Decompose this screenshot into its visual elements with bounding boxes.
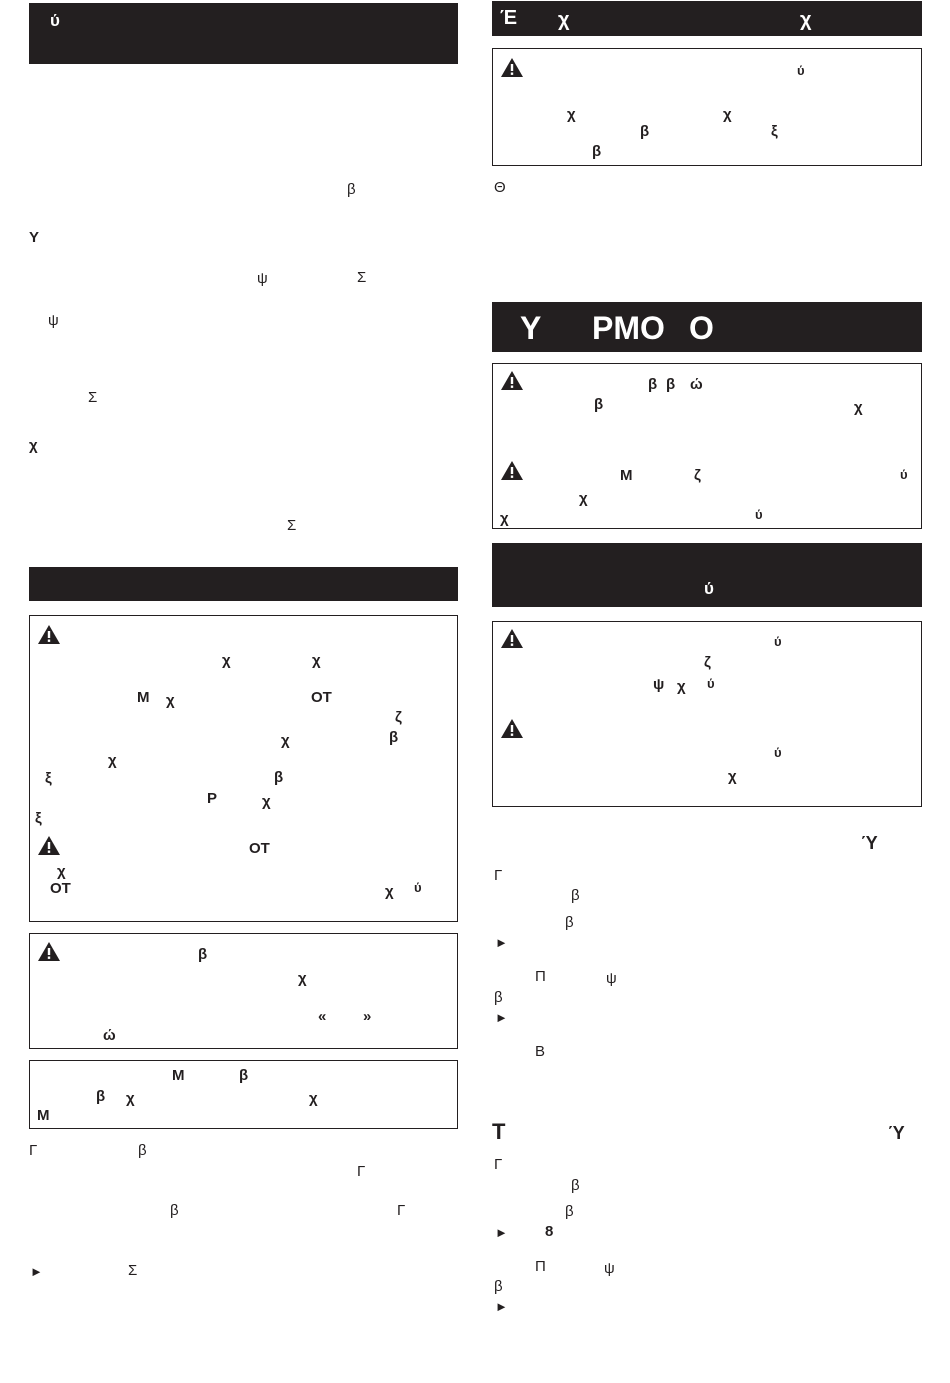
right-body-glyph: β	[565, 1203, 574, 1220]
rwm-glyph: β	[666, 376, 676, 393]
warning-triangle-icon	[500, 628, 524, 649]
wb1-glyph: β	[389, 729, 399, 746]
right-body-glyph: β	[494, 1278, 503, 1295]
rwm-glyph: ώ	[690, 376, 703, 393]
warning-triangle-icon	[37, 941, 61, 962]
right-body-glyph: Γ	[494, 1156, 503, 1173]
left-subheading-chi: χ	[29, 437, 38, 454]
bullet-arrow-icon: ►	[495, 935, 508, 950]
warning-triangle-icon	[37, 624, 61, 645]
left-section-header-bar	[29, 567, 458, 601]
left-body-glyph: ψ	[257, 270, 268, 287]
right-body-glyph: Π	[535, 1258, 546, 1275]
right-body-glyph: β	[565, 914, 574, 931]
rwm-glyph: χ	[579, 490, 588, 507]
wb1-glyph: χ	[385, 883, 394, 900]
wb1-glyph: χ	[281, 732, 290, 749]
left-body-glyph: Γ	[29, 1142, 38, 1159]
wb1-glyph: ΟΤ	[249, 840, 270, 857]
right-body-glyph: β	[494, 989, 503, 1006]
wb1-glyph: ξ	[45, 770, 52, 787]
right-top-header-glyph: χ	[558, 9, 570, 31]
wb1-glyph: χ	[166, 692, 175, 709]
wb1-glyph: Ρ	[207, 790, 218, 807]
right-warning-box-low	[492, 621, 922, 807]
subsection-2-heading-end: Ύ	[888, 1123, 905, 1143]
right-top-header-glyph: Έ	[500, 7, 518, 29]
rwt-glyph: χ	[723, 106, 732, 123]
rwm-glyph: β	[648, 376, 658, 393]
left-body-glyph: Σ	[88, 389, 98, 406]
subsection-2-heading-start: Τ	[492, 1119, 506, 1144]
right-body-glyph: ψ	[606, 970, 617, 987]
wb1-glyph: ύ	[414, 880, 422, 895]
note-glyph: χ	[126, 1090, 135, 1107]
wb2-glyph: β	[198, 946, 208, 963]
right-top-header-bar	[492, 1, 922, 36]
right-top-header-glyph: χ	[800, 9, 812, 31]
wb1-glyph: ξ	[35, 810, 42, 827]
bullet-arrow-icon: ►	[495, 1010, 508, 1025]
right-warning-box-mid	[492, 363, 922, 529]
rwl-glyph: χ	[677, 678, 686, 695]
right-body-glyph: Θ	[494, 179, 506, 196]
wb1-glyph: ΟΤ	[311, 689, 332, 706]
wb2-glyph: «	[318, 1008, 327, 1025]
wb1-glyph: Μ	[137, 689, 150, 706]
wb1-glyph: χ	[57, 863, 66, 880]
rwm-glyph: β	[594, 396, 604, 413]
left-top-header-bar	[29, 3, 458, 64]
left-body-glyph: Γ	[357, 1163, 366, 1180]
right-body-glyph: β	[571, 1177, 580, 1194]
warning-triangle-icon	[500, 718, 524, 739]
right-section-header-big	[492, 302, 922, 352]
left-body-glyph: β	[347, 181, 356, 198]
note-glyph: Μ	[37, 1107, 50, 1124]
rwt-glyph: ύ	[797, 63, 805, 78]
right-body-glyph: β	[571, 887, 580, 904]
rwm-glyph: ύ	[900, 467, 908, 482]
rwt-glyph: χ	[567, 106, 576, 123]
bullet-arrow-icon: ►	[495, 1299, 508, 1314]
rwt-glyph: ξ	[771, 123, 778, 140]
rwl-glyph: χ	[728, 768, 737, 785]
left-warning-box-2	[29, 933, 458, 1049]
wb1-glyph: ΟΤ	[50, 880, 71, 897]
note-glyph: χ	[309, 1090, 318, 1107]
left-body-glyph: β	[138, 1142, 147, 1159]
right-body-glyph: Β	[535, 1043, 546, 1060]
rwm-glyph: χ	[854, 399, 863, 416]
wb1-glyph: χ	[108, 752, 117, 769]
wb1-glyph: χ	[312, 652, 321, 669]
left-subheading-upsilon: Υ	[29, 229, 40, 246]
rwm-glyph: Μ	[620, 467, 633, 484]
section-header-2-glyph: ύ	[704, 579, 714, 598]
warning-triangle-icon	[500, 370, 524, 391]
left-body-glyph: ψ	[48, 312, 59, 329]
warning-triangle-icon	[500, 460, 524, 481]
right-warning-box-top	[492, 48, 922, 166]
note-glyph: β	[239, 1067, 249, 1084]
right-body-glyph: Π	[535, 968, 546, 985]
wb2-glyph: »	[363, 1008, 372, 1025]
note-glyph: Μ	[172, 1067, 185, 1084]
rwm-glyph: ζ	[694, 467, 701, 484]
rwl-glyph: ψ	[653, 676, 665, 693]
rwt-glyph: β	[640, 123, 650, 140]
left-body-glyph: Σ	[128, 1262, 138, 1279]
bullet-arrow-icon: ►	[30, 1264, 43, 1279]
rwm-glyph: χ	[500, 510, 509, 527]
note-glyph: β	[96, 1088, 106, 1105]
right-body-glyph: Γ	[494, 867, 503, 884]
right-body-glyph: ψ	[604, 1260, 615, 1277]
rwl-glyph: ύ	[707, 676, 715, 691]
big-header-glyph: ΡΜΟ	[592, 310, 665, 346]
left-warning-box-1	[29, 615, 458, 922]
rwl-glyph: ύ	[774, 745, 782, 760]
wb2-glyph: ώ	[103, 1027, 116, 1044]
warning-triangle-icon	[37, 835, 61, 856]
wb1-glyph: χ	[222, 652, 231, 669]
right-section-header-2	[492, 543, 922, 607]
warning-triangle-icon	[500, 57, 524, 78]
wb1-glyph: β	[274, 769, 284, 786]
rwt-glyph: β	[592, 143, 602, 160]
rwl-glyph: ύ	[774, 634, 782, 649]
subsection-1-heading-end: Ύ	[861, 833, 878, 853]
left-body-glyph: β	[170, 1202, 179, 1219]
wb1-glyph: χ	[262, 793, 271, 810]
rwl-glyph: ζ	[704, 654, 711, 671]
rwm-glyph: ύ	[755, 507, 763, 522]
right-body-glyph: 8	[545, 1223, 554, 1240]
wb2-glyph: χ	[298, 970, 307, 987]
wb1-glyph: ζ	[395, 709, 402, 726]
big-header-glyph: Υ	[520, 310, 542, 346]
left-top-header-text: ύ	[50, 11, 60, 30]
big-header-glyph: Ο	[689, 310, 714, 346]
left-body-glyph: Σ	[357, 269, 367, 286]
bullet-arrow-icon: ►	[495, 1225, 508, 1240]
left-body-glyph: Σ	[287, 517, 297, 534]
left-body-glyph: Γ	[397, 1202, 406, 1219]
